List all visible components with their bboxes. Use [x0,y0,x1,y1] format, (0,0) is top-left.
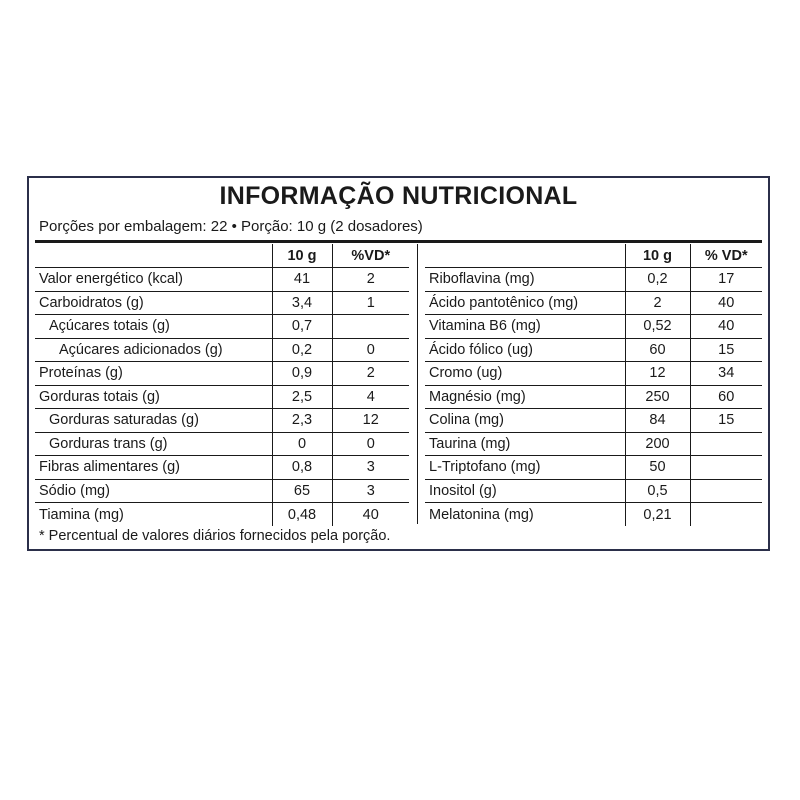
table-header-row [35,244,409,268]
nutrient-vd: 2 [332,362,409,386]
nutrient-amount: 2,5 [272,385,332,409]
nutrient-label: Ácido fólico (ug) [425,338,625,362]
nutrient-label: Gorduras totais (g) [35,385,272,409]
table-row [425,409,762,433]
nutrient-amount: 0,2 [272,338,332,362]
nutrient-label: Açúcares totais (g) [35,315,272,339]
nutrient-label: Inositol (g) [425,479,625,503]
table-row [35,291,409,315]
table-row [425,456,762,480]
nutrient-label: Sódio (mg) [35,479,272,503]
table-row [425,432,762,456]
table-row [425,362,762,386]
nutrient-label: Valor energético (kcal) [35,268,272,292]
header-label [425,244,625,268]
table-row [425,385,762,409]
nutrient-label: Magnésio (mg) [425,385,625,409]
nutrient-label: Gorduras trans (g) [35,432,272,456]
nutrient-vd: 3 [332,479,409,503]
nutrient-amount: 0,8 [272,456,332,480]
nutrient-amount: 84 [625,409,690,433]
table-row [35,362,409,386]
nutrition-title: INFORMAÇÃO NUTRICIONAL [219,182,578,210]
nutrient-label: Taurina (mg) [425,432,625,456]
nutrient-amount: 60 [625,338,690,362]
nutrient-amount: 0 [272,432,332,456]
nutrient-amount: 12 [625,362,690,386]
nutrient-vd: 17 [690,268,762,292]
nutrient-amount: 0,9 [272,362,332,386]
nutrient-vd: 12 [332,409,409,433]
nutrient-amount: 0,5 [625,479,690,503]
table-row [35,385,409,409]
nutrient-vd: 0 [332,432,409,456]
nutrient-amount: 0,21 [625,503,690,527]
nutrient-label: Gorduras saturadas (g) [35,409,272,433]
nutrient-label: Tiamina (mg) [39,506,124,523]
table-row [425,503,762,527]
table-row [35,268,409,292]
nutrient-amount: 0,48 [272,503,332,527]
nutrient-vd: 4 [332,385,409,409]
table-row [35,315,409,339]
table-header-row [425,244,762,268]
table-row [425,479,762,503]
header-amount: 10 g [625,244,690,268]
nutrient-vd: 2 [332,268,409,292]
nutrient-label: Açúcares adicionados (g) [35,338,272,362]
nutrient-label: L-Triptofano (mg) [425,456,625,480]
nutrient-vd: 60 [690,385,762,409]
footnote: * Percentual de valores diários fornecidos pela porção. [39,528,391,544]
nutrition-table-right [425,244,762,526]
table-row [35,409,409,433]
nutrient-vd: 3 [332,456,409,480]
header-vd: % VD* [690,244,762,268]
nutrient-vd [690,479,762,503]
table-row [35,479,409,503]
portion-line: Porções por embalagem: 22 • Porção: 10 g (2 dosadores) [39,218,423,235]
nutrient-vd: 15 [690,409,762,433]
table-row [35,456,409,480]
table-row [425,338,762,362]
header-amount: 10 g [272,244,332,268]
nutrient-vd [690,432,762,456]
nutrient-amount: 3,4 [272,291,332,315]
nutrient-amount: 41 [272,268,332,292]
nutrient-amount: 0,52 [625,315,690,339]
nutrient-vd: 40 [690,315,762,339]
nutrient-vd [332,315,409,339]
table-row [35,503,409,527]
column-divider [417,244,418,524]
nutrient-label: Ácido pantotênico (mg) [425,291,625,315]
nutrient-amount: 0,2 [625,268,690,292]
nutrient-amount: 250 [625,385,690,409]
nutrient-label: Colina (mg) [425,409,625,433]
nutrient-label: Cromo (ug) [425,362,625,386]
nutrient-amount: 200 [625,432,690,456]
nutrient-vd [690,503,762,527]
nutrition-facts-panel [27,176,770,551]
header-vd: %VD* [332,244,409,268]
nutrient-amount: 2,3 [272,409,332,433]
nutrient-label: Vitamina B6 (mg) [425,315,625,339]
nutrient-vd: 0 [332,338,409,362]
nutrient-label: Melatonina (mg) [429,506,534,523]
nutrient-label: Carboidratos (g) [35,291,272,315]
nutrient-label: Fibras alimentares (g) [35,456,272,480]
nutrient-vd [690,456,762,480]
nutrient-vd: 40 [690,291,762,315]
table-row [35,338,409,362]
nutrient-vd: 34 [690,362,762,386]
nutrient-label: Riboflavina (mg) [425,268,625,292]
table-row [425,291,762,315]
nutrient-amount: 0,7 [272,315,332,339]
header-rule [35,240,762,243]
header-label [35,244,272,268]
nutrient-amount: 50 [625,456,690,480]
nutrient-label: Proteínas (g) [35,362,272,386]
nutrient-vd: 40 [332,503,409,527]
nutrient-amount: 2 [625,291,690,315]
nutrient-vd: 15 [690,338,762,362]
nutrition-table-left [35,244,409,526]
table-row [35,432,409,456]
table-row [425,315,762,339]
table-row [425,268,762,292]
nutrient-vd: 1 [332,291,409,315]
nutrient-amount: 65 [272,479,332,503]
